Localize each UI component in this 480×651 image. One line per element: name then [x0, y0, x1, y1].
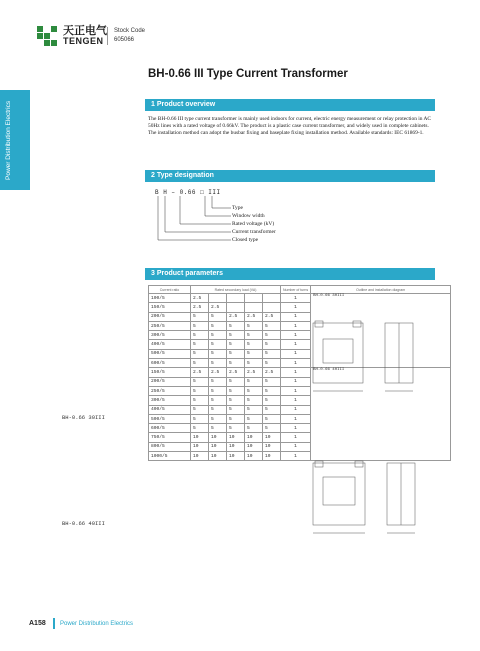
cell-ratio: 1000/5	[149, 452, 191, 461]
cell-load: 5	[245, 386, 263, 395]
cell-load: 5	[245, 405, 263, 414]
company-logo	[37, 26, 107, 46]
cell-load: 2.5	[191, 368, 209, 377]
cell-load: 5	[191, 331, 209, 340]
type-designation-lines	[155, 196, 235, 248]
cell-load: 10	[245, 442, 263, 451]
cell-load: 10	[263, 442, 281, 451]
cell-load: 5	[191, 414, 209, 423]
cell-load: 5	[209, 321, 227, 330]
cell-load: 5	[191, 312, 209, 321]
overview-text: The BH-0.66 III type current transformer is mainly used indoors for current, electric energy measurement or relay protection in AC 50Hz lines with a rated voltage of 0.66kV. The product is a plastic case current transformer, and widely used in complete cabinets. The installation method can adopt the busbar fixing and baseplate fixing installation method. Available standards: IEC 61869-1.	[148, 116, 431, 136]
cell-turns: 1	[281, 359, 311, 368]
cell-load: 2.5	[209, 368, 227, 377]
th-turns: Number of turns	[281, 286, 311, 294]
cell-load: 5	[263, 414, 281, 423]
cell-turns: 1	[281, 377, 311, 386]
cell-load	[263, 294, 281, 303]
cell-load: 5	[209, 359, 227, 368]
section-type: 2 Type designation	[145, 170, 435, 182]
cell-ratio: 400/5	[149, 340, 191, 349]
cell-turns: 1	[281, 405, 311, 414]
th-ratio: Current ratio	[149, 286, 191, 294]
cell-load: 5	[227, 359, 245, 368]
cell-load: 5	[209, 331, 227, 340]
cell-load: 5	[227, 414, 245, 423]
cell-load: 5	[209, 312, 227, 321]
cell-turns: 1	[281, 312, 311, 321]
cell-load: 5	[191, 424, 209, 433]
section-overview: 1 Product overview	[145, 99, 435, 111]
cell-load: 5	[191, 396, 209, 405]
cell-load: 5	[245, 377, 263, 386]
model-label-40: BH-0.66 40III	[62, 520, 105, 527]
cell-load: 2.5	[245, 368, 263, 377]
cell-load: 10	[209, 433, 227, 442]
cell-load: 5	[245, 396, 263, 405]
cell-load: 5	[245, 359, 263, 368]
cell-load: 5	[191, 386, 209, 395]
cell-load: 5	[263, 321, 281, 330]
cell-load: 2.5	[191, 303, 209, 312]
cell-load: 5	[227, 424, 245, 433]
cell-ratio: 250/5	[149, 321, 191, 330]
cell-turns: 1	[281, 396, 311, 405]
cell-load: 10	[263, 433, 281, 442]
cell-load: 5	[209, 340, 227, 349]
cell-load: 5	[245, 321, 263, 330]
model-label-30: BH-0.66 30III	[62, 414, 105, 421]
diagram-30	[295, 319, 425, 399]
logo-mark-icon	[37, 26, 59, 46]
cell-load	[227, 303, 245, 312]
cell-load: 2.5	[263, 312, 281, 321]
table-row	[149, 294, 451, 303]
cell-load: 2.5	[227, 368, 245, 377]
cell-load: 5	[245, 424, 263, 433]
cell-load: 5	[227, 340, 245, 349]
cell-load: 10	[191, 433, 209, 442]
cell-ratio: 600/5	[149, 359, 191, 368]
type-label-window: Window width	[232, 213, 265, 219]
cell-turns: 1	[281, 414, 311, 423]
cell-load: 10	[191, 442, 209, 451]
th-load: Rated secondary load (VA)	[191, 286, 281, 294]
cell-load: 5	[209, 386, 227, 395]
cell-load: 5	[191, 340, 209, 349]
cell-load: 10	[227, 433, 245, 442]
cell-load: 10	[191, 452, 209, 461]
cell-load: 5	[227, 396, 245, 405]
type-code: B H – 0.66 □ III	[155, 189, 221, 196]
cell-diagram-caption: BH-0.66 40III	[311, 368, 451, 461]
cell-load: 5	[245, 349, 263, 358]
cell-load: 5	[263, 405, 281, 414]
cell-load: 5	[263, 377, 281, 386]
section-params: 3 Product parameters	[145, 268, 435, 280]
cell-turns: 1	[281, 303, 311, 312]
cell-load: 10	[263, 452, 281, 461]
cell-load: 10	[245, 433, 263, 442]
cell-turns: 1	[281, 424, 311, 433]
diagram-40	[295, 459, 425, 539]
cell-ratio: 250/5	[149, 386, 191, 395]
cell-load: 5	[209, 414, 227, 423]
footer-text: Power Distribution Electrics	[60, 621, 134, 627]
cell-ratio: 200/5	[149, 377, 191, 386]
cell-load: 5	[227, 386, 245, 395]
type-label-ct: Current transformer	[232, 229, 276, 235]
cell-load: 5	[227, 405, 245, 414]
cell-load: 2.5	[263, 368, 281, 377]
cell-load: 5	[191, 405, 209, 414]
cell-turns: 1	[281, 331, 311, 340]
cell-load: 5	[191, 321, 209, 330]
cell-load: 5	[227, 377, 245, 386]
cell-turns: 1	[281, 442, 311, 451]
cell-ratio: 600/5	[149, 424, 191, 433]
cell-ratio: 800/5	[149, 442, 191, 451]
cell-load: 5	[209, 377, 227, 386]
cell-turns: 1	[281, 368, 311, 377]
type-label-closed: Closed type	[232, 237, 259, 243]
logo-en: TENGEN	[63, 36, 104, 46]
cell-load: 5	[227, 331, 245, 340]
cell-ratio: 300/5	[149, 396, 191, 405]
cell-load: 5	[263, 331, 281, 340]
cell-ratio: 200/5	[149, 312, 191, 321]
cell-load: 2.5	[209, 303, 227, 312]
cell-load: 2.5	[227, 312, 245, 321]
cell-ratio: 750/5	[149, 433, 191, 442]
cell-load: 5	[209, 396, 227, 405]
cell-load: 5	[227, 349, 245, 358]
cell-load	[227, 294, 245, 303]
page-title: BH-0.66 III Type Current Transformer	[148, 68, 348, 80]
cell-load: 5	[263, 340, 281, 349]
cell-load	[245, 294, 263, 303]
type-label-type: Type	[232, 205, 243, 211]
cell-ratio: 150/5	[149, 368, 191, 377]
cell-load: 5	[263, 424, 281, 433]
stock-code	[107, 27, 145, 45]
cell-turns: 1	[281, 340, 311, 349]
cell-load: 5	[263, 359, 281, 368]
cell-turns: 1	[281, 452, 311, 461]
cell-load	[263, 303, 281, 312]
cell-load: 5	[245, 414, 263, 423]
cell-load	[209, 294, 227, 303]
stock-number: 605066	[114, 37, 135, 43]
cell-load: 5	[209, 405, 227, 414]
logo-cn: 天正电气	[63, 25, 107, 37]
cell-turns: 1	[281, 386, 311, 395]
cell-load: 5	[263, 349, 281, 358]
cell-ratio: 150/5	[149, 303, 191, 312]
cell-load: 5	[245, 331, 263, 340]
cell-load: 5	[209, 424, 227, 433]
cell-load: 5	[263, 386, 281, 395]
cell-turns: 1	[281, 294, 311, 303]
stock-label: Stock Code	[114, 28, 146, 34]
cell-load: 10	[245, 452, 263, 461]
cell-load: 5	[245, 340, 263, 349]
cell-load: 5	[191, 359, 209, 368]
cell-ratio: 500/5	[149, 349, 191, 358]
cell-load: 5	[209, 349, 227, 358]
cell-turns: 1	[281, 321, 311, 330]
cell-ratio: 100/5	[149, 294, 191, 303]
cell-ratio: 400/5	[149, 405, 191, 414]
cell-load: 10	[227, 452, 245, 461]
th-diagram: Outline and installation diagram	[311, 286, 451, 294]
side-tab-label: Power Distribution Electrics	[5, 100, 12, 180]
cell-turns: 1	[281, 433, 311, 442]
page-number: A158	[29, 620, 46, 627]
cell-load: 10	[227, 442, 245, 451]
cell-turns: 1	[281, 349, 311, 358]
cell-ratio: 500/5	[149, 414, 191, 423]
cell-load: 5	[191, 349, 209, 358]
cell-load: 5	[227, 321, 245, 330]
cell-ratio: 300/5	[149, 331, 191, 340]
cell-load: 2.5	[245, 312, 263, 321]
cell-load	[245, 303, 263, 312]
cell-diagram-caption: BH-0.66 30III	[311, 294, 451, 368]
cell-load: 5	[191, 377, 209, 386]
cell-load: 5	[263, 396, 281, 405]
footer-divider	[53, 618, 55, 629]
type-label-voltage: Rated voltage (kV)	[232, 221, 275, 227]
cell-load: 2.5	[191, 294, 209, 303]
cell-load: 10	[209, 452, 227, 461]
cell-load: 10	[209, 442, 227, 451]
